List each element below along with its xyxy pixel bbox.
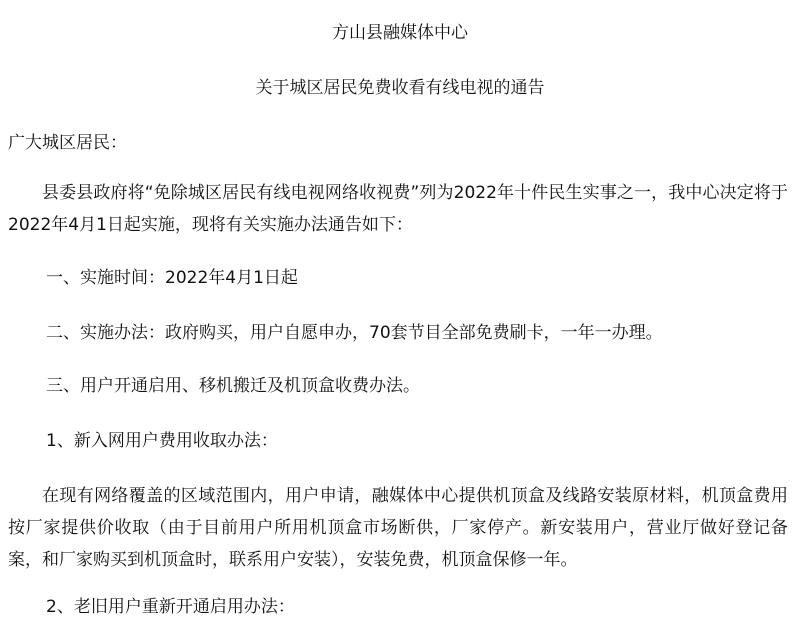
issuing-organization: 方山县融媒体中心 xyxy=(332,23,468,43)
sub-item-2-heading: 2、老旧用户重新开通启用办法： xyxy=(46,597,295,617)
sub-item-1-body: 在现有网络覆盖的区域范围内，用户申请，融媒体中心提供机顶盒及线路安装原材料，机顶盒费用按厂家提供价收取（由于目前用户所用机顶盒市场断供，厂家停产。新安装用户，营业厅做好登记备案，和厂家购买到机顶盒时，联系用户安装），安装免费，机顶盒保修一年。 xyxy=(8,486,788,570)
salutation: 广大城区居民： xyxy=(8,133,127,153)
sub-item-1-heading: 1、新入网用户费用收取办法： xyxy=(46,431,278,451)
item-3-fee-methods: 三、用户开通启用、移机搬迁及机顶盒收费办法。 xyxy=(46,376,420,396)
intro-paragraph: 县委县政府将“免除城区居民有线电视网络收视费”列为2022年十件民生实事之一，我中心决定将于2022年4月1日起实施，现将有关实施办法通告如下： xyxy=(8,183,788,235)
item-2-implementation-method: 二、实施办法：政府购买，用户自愿申办，70套节目全部免费刷卡，一年一办理。 xyxy=(46,323,663,343)
item-1-implementation-time: 一、实施时间：2022年4月1日起 xyxy=(46,268,298,288)
document-title: 关于城区居民免费收看有线电视的通告 xyxy=(255,78,545,98)
